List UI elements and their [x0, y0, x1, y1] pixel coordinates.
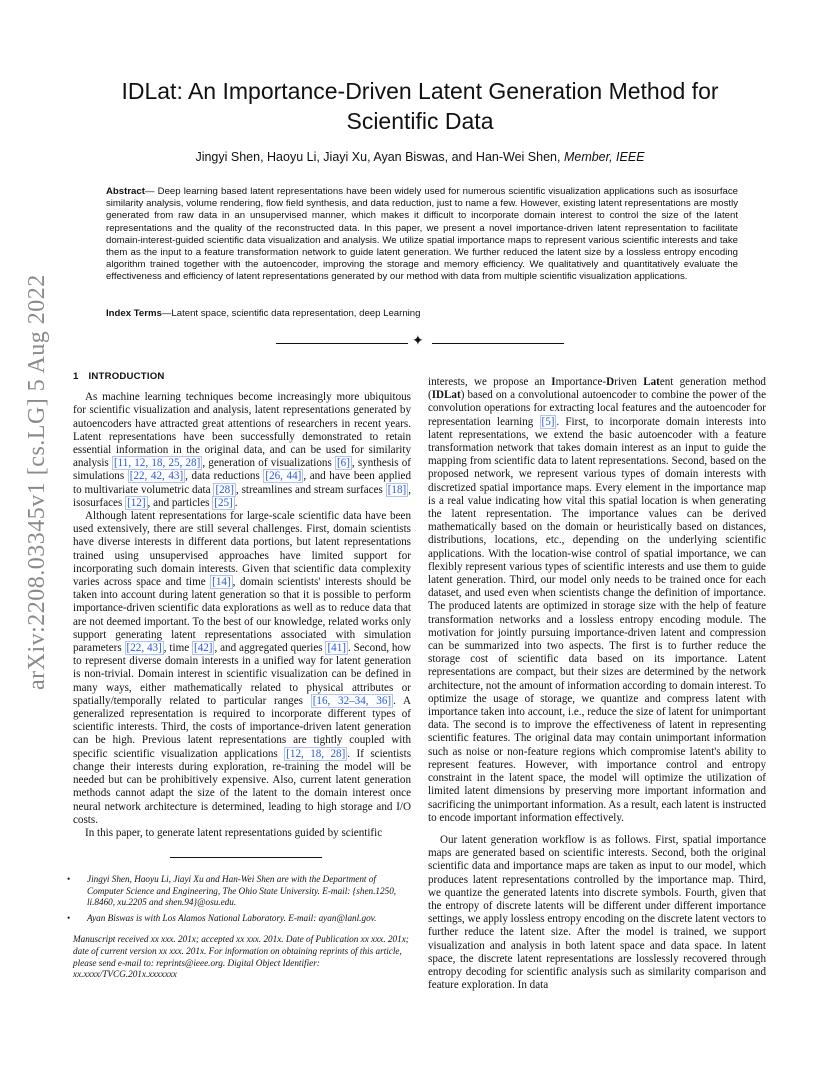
citation-link[interactable]: [16, 32–34, 36] — [312, 694, 392, 707]
paper-title — [100, 76, 740, 136]
index-terms — [106, 308, 738, 319]
citation-link[interactable]: [22, 43] — [126, 642, 162, 655]
text-run: ) based on a convolutional autoencoder to combine the power of the convolution operations for extracting local features and the autoencoder for representation learning — [428, 389, 766, 428]
intro-paragraph-5: Our latent generation workflow is as follows. First, spatial importance maps are generated based on scientific interests. Second, both the original scientific data and importance maps are taken as input to our model, which produces latent representations controlled by the importance map. Third, we quantize the generated latents into discrete symbols. Fourth, given that the entropy of discrete latents will be different under different importance settings, we apply lossless entropy encoding on the discrete latent vectors to further reduce the latent size. After the model is trained, we support visualization and analysis in both latent space and data space. In latent space, the discrete latent representations are losslessly recovered through entropy decoding for scientific analysis such as similarity comparison and feature exploration. In data — [428, 833, 766, 992]
text-run: . If scientists change their interests during exploration, re-training the model will be needed but can be prohibitively expensive. Also, current latent generation methods cannot adapt the size of the latent to the domain interest once neural network architecture is determined, leading to high storage and I/O costs. — [73, 747, 412, 826]
text-run: As machine learning techniques become increasingly more ubiquitous for scientific visualization and analysis, latent representations generated by autoencoders have attracted great attentions of researchers in recent years. Latent representations have been successfully demonstrated to retain essential information in the original data, and can be used for similarity analysis — [73, 391, 411, 470]
section-title: INTRODUCTION — [88, 371, 165, 382]
text-run: Although latent representations for large-scale scientific data have been used extensively, there are still several challenges. First, domain scientists have diverse interests in different data portions, but latent representations trained using unsupervised approaches have limited support for incorporating such domain interests. Given that scientific data complexity varies across space and time — [73, 510, 411, 589]
citation-link[interactable]: [41] — [327, 642, 346, 655]
citation-link[interactable]: [22, 42, 43] — [129, 470, 184, 483]
text-run: . A generalized representation is required to incorporate different types of scientific interests. Third, the costs of importance-driven latent generation can be high. Previous latent representations are tightly coupled with specific scientific visualization applications — [73, 694, 412, 760]
bold-letter: I — [551, 376, 556, 388]
citation-link[interactable]: [25] — [214, 496, 233, 509]
method-name: IDLat — [431, 389, 461, 402]
divider-line-right — [432, 343, 564, 344]
intro-paragraph-2 — [73, 510, 411, 827]
footnote-text: Ayan Biswas is with Los Alamos National Laboratory. E-mail: ayan@lanl.gov. — [87, 912, 377, 923]
citation-link[interactable]: [28] — [215, 483, 234, 496]
footnote-text: Jingyi Shen, Haoyu Li, Jiayi Xu and Han-Wei Shen are with the Department of Computer Science and Engineering, The Ohio State University. E-mail: {shen.1250, li.8460, xu.2205 and shen.94}@osu.edu. — [87, 874, 397, 908]
text-run: , domain scientists' interests should be taken into account during latent generation so that it is possible to perform importance-driven scientific data explorations as well as to reduce data that are not deemed important. To the best of our knowledge, related works only support generating latent representations associated with simulation parameters — [73, 576, 411, 655]
text-run: , and have been applied to multivariate volumetric data — [73, 470, 412, 496]
section-divider — [276, 333, 564, 350]
divider-line-left — [276, 343, 408, 344]
text-run: , synthesis of simulations — [73, 457, 412, 483]
text-run: , time — [163, 642, 192, 655]
text-run: . Second, how to represent diverse domain interests in a unified way for latent generation is non-trivial. Domain interest in scientific visualization can be defined in many ways, either mathematically related to physical attributes or spatially/temporally related to particular ranges — [73, 642, 411, 707]
index-terms-label: Index Terms — [106, 308, 162, 319]
section-number: 1 — [73, 371, 79, 382]
abstract-text: — Deep learning based latent representations have been widely used for numerous scientific visualization applications such as isosurface similarity analysis, volume rendering, flow field synthesis, and data reduction, just to name a few. However, existing latent representations are mostly generated from raw data in an unsupervised manner, which makes it difficult to incorporate domain interest to control the size of the latent representations and the quality of the reconstructed data. In this paper, we present a novel importance-driven latent representation to facilitate domain-interest-guided scientific data visualization and analysis. We utilize spatial importance maps to represent various scientific interests and take them as the input to a feature transformation network to guide latent generation. We further reduced the latent size by a lossless entropy encoding algorithm trained together with the autoencoder, improving the storage and memory efficiency. We qualitatively and quantitatively evaluate the effectiveness and efficiency of latent representations generated by our method with data from multiple scientific visualization applications. — [106, 186, 738, 283]
intro-paragraph-4 — [428, 376, 766, 825]
text-run: ent generation method ( — [428, 376, 766, 402]
manuscript-info: Manuscript received xx xxx. 201x; accepted xx xxx. 201x. Date of Publication xx xxx. 201x; date of current version xx xxx. 201x. For information on obtaining reprints of this article, please send e-mail to: reprints@ieee.org. Digital Object Identifier: xx.xxxx/TVCG.201x.xxxxxxx — [73, 934, 409, 980]
left-column — [73, 370, 411, 840]
text-run: , streamlines and stream surfaces — [235, 483, 386, 496]
arxiv-identifier: arXiv:2208.03345v1 [cs.LG] 5 Aug 2022 — [24, 274, 50, 690]
index-terms-text: —Latent space, scientific data representation, deep Learning — [161, 308, 421, 319]
bold-letter: Lat — [643, 376, 660, 388]
citation-link[interactable]: [12, 18, 28] — [286, 747, 346, 760]
citation-link[interactable]: [5] — [541, 415, 555, 428]
author-list — [100, 150, 740, 164]
section-heading — [73, 370, 411, 383]
citation-link[interactable]: [6] — [336, 457, 350, 470]
footnote-affiliation-lanl — [67, 912, 413, 925]
abstract-label: Abstract — [106, 186, 145, 197]
citation-link[interactable]: [18] — [387, 483, 407, 496]
bold-letter: D — [606, 376, 615, 388]
text-run: . — [234, 496, 238, 509]
intro-paragraph-3: In this paper, to generate latent representations guided by scientific — [85, 826, 383, 839]
citation-link[interactable]: [26, 44] — [265, 470, 302, 483]
footnote-rule — [170, 857, 322, 858]
abstract — [106, 186, 738, 284]
citation-link[interactable]: [11, 12, 18, 25, 28] — [113, 457, 201, 470]
citation-link[interactable]: [42] — [194, 642, 213, 655]
text-run: . First, to incorporate domain interests into latent representations, we extend the basic autoencoder with a feature transformation network that takes domain interest as an input to guide the mapping from scientific data to latent representations. Second, based on the proposed network, we represent various types of domain interests with discretized spatial importance maps. Every element in the importance map is a real value indicating how vital this spatial location is when generating the latent representation. The importance values can be derived mathematically based on the domain or heuristically based on distances, distributions, locations, etc., depending on the underlying scientific applications. With the location-wise control of spatial importance, we can flexibly represent various types of scientific interests and use them to guide latent generation. Third, our model only needs to be trained once for each dataset, and used even when scientists change the definition of importance. The produced latents are optimized in storage size with the help of feature transformation networks and a lossless entropy encoding module. The motivation for jointly pursuing importance-driven latent and compression can be summarized into two aspects. The first is to further reduce the storage cost of scientific data based on its importance. Latent representations are compact, but their sizes are determined by the network architecture, not the amount of information according to domain interest. To optimize the usage of storage, we quantize and compress latent with importance taken into account, i.e., reduce the size of latent for unimportant data. The second is to improve the effectiveness of latent in representing scientific features. The original data may contain unimportant information such as noise or non-feature regions which compromise latent's ability to represent features. However, with importance control and entropy constraint in the latent space, the model will optimize the utilization of limited latent dimensions by preserving more important information and sacrificing the unimportant information. As a result, each latent is instructed to encode important information effectively. — [428, 415, 766, 824]
text-run: mportance- — [555, 376, 607, 388]
footnotes — [67, 874, 413, 981]
text-run: riven — [614, 376, 644, 388]
text-run: interests, we propose an — [428, 376, 552, 388]
bullet-icon: • — [67, 912, 71, 923]
footnote-affiliation-osu — [67, 874, 413, 909]
text-run: , generation of visualizations — [202, 457, 335, 470]
text-run: , data reductions — [185, 470, 264, 483]
text-run: , and aggregated queries — [214, 642, 326, 655]
text-run: , isosurfaces — [73, 483, 411, 509]
diamond-star-icon: ✦ — [412, 333, 424, 349]
intro-paragraph-1 — [73, 391, 411, 510]
author-role: Member, IEEE — [563, 150, 645, 164]
right-column — [428, 376, 766, 992]
citation-link[interactable]: [14] — [212, 576, 231, 589]
title-line-2: Scientific Data — [346, 108, 494, 134]
bullet-icon: • — [67, 874, 71, 884]
citation-link[interactable]: [12] — [127, 496, 146, 509]
author-names: Jingyi Shen, Haoyu Li, Jiayi Xu, Ayan Biswas, and Han-Wei Shen, — [195, 150, 561, 164]
title-line-1: IDLat: An Importance-Driven Latent Generation Method for — [121, 78, 719, 104]
text-run: , and particles — [147, 496, 213, 509]
